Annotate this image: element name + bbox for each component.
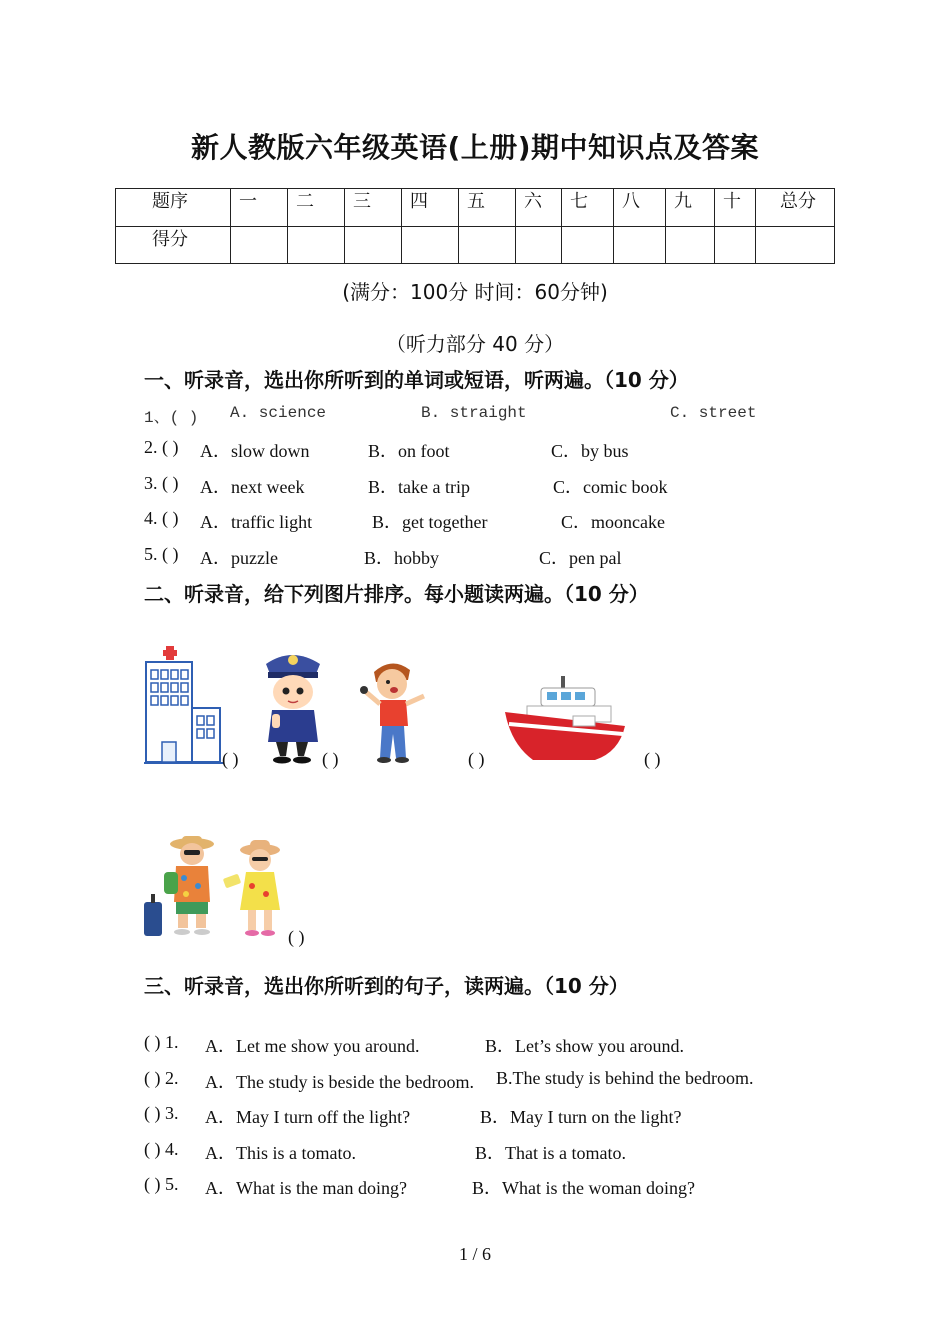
s3-q2-option-a: A．The study is beside the bedroom. [205, 1072, 474, 1092]
s1-q1-option-b: B. straight [421, 404, 527, 422]
page-number: 1 / 6 [458, 1244, 491, 1264]
s3-q5-option-a: A．What is the man doing? [205, 1178, 407, 1198]
s1-q1-option-a: A. science [230, 404, 327, 422]
s3-q3-option-b: B．May I turn on the light? [480, 1107, 682, 1127]
score-input-cell[interactable] [402, 226, 459, 264]
score-input-cell[interactable] [562, 226, 614, 264]
score-header-cell: 四 [402, 189, 459, 227]
score-header-cell: 八 [614, 189, 666, 227]
score-table [115, 188, 835, 264]
score-table-score-row [116, 226, 835, 264]
score-input-cell[interactable] [231, 226, 288, 264]
s2-blank-1[interactable]: ( ) [222, 749, 239, 769]
s2-blank-5[interactable]: ( ) [288, 927, 305, 947]
s3-q2-number: ( ) 2. [144, 1068, 179, 1088]
s1-q2-option-b: B．on foot [368, 441, 450, 461]
s3-q3-number: ( ) 3. [144, 1103, 179, 1123]
s1-q2-option-a: A．slow down [200, 441, 310, 461]
score-header-cell: 三 [345, 189, 402, 227]
score-table-header-row [116, 189, 835, 227]
s1-q5-option-a: A．puzzle [200, 548, 278, 568]
s3-q4-option-b: B．That is a tomato. [475, 1143, 626, 1163]
s3-q4-number: ( ) 4. [144, 1139, 179, 1159]
hospital-illustration [144, 646, 224, 764]
s2-blank-4[interactable]: ( ) [644, 749, 661, 769]
s3-q1-option-b: B．Let’s show you around. [485, 1036, 684, 1056]
section1-heading: 一、听录音，选出你所听到的单词或短语，听两遍。（10 分） [144, 368, 689, 392]
s1-q5-option-c: C．pen pal [539, 548, 622, 568]
s1-q2-number: 2. ( ) [144, 437, 179, 457]
s2-blank-3[interactable]: ( ) [468, 749, 485, 769]
score-input-cell[interactable] [756, 226, 835, 264]
s1-q4-number: 4. ( ) [144, 508, 179, 528]
travelers-illustration [142, 832, 292, 942]
s3-q4-option-a: A．This is a tomato. [205, 1143, 356, 1163]
score-input-cell[interactable] [666, 226, 715, 264]
score-header-cell: 总分 [756, 189, 835, 227]
s1-q5-option-b: B．hobby [364, 548, 440, 568]
listening-part-label: （听力部分 40 分） [385, 332, 565, 356]
score-header-cell: 二 [288, 189, 345, 227]
police-officer-illustration [258, 646, 326, 764]
score-header-cell: 六 [516, 189, 562, 227]
s1-q1-number: 1、( ) [144, 409, 199, 427]
s3-q5-option-b: B．What is the woman doing? [472, 1178, 695, 1198]
section2-heading: 二、听录音，给下列图片排序。每小题读两遍。（10 分） [144, 582, 649, 606]
s1-q4-option-a: A．traffic light [200, 512, 313, 532]
s2-blank-2[interactable]: ( ) [322, 749, 339, 769]
score-header-cell: 一 [231, 189, 288, 227]
section3-heading: 三、听录音，选出你所听到的句子，读两遍。（10 分） [144, 974, 629, 998]
score-header-cell: 七 [562, 189, 614, 227]
s1-q4-option-c: C．mooncake [561, 512, 665, 532]
s1-q3-option-b: B．take a trip [368, 477, 470, 497]
boat-illustration [503, 670, 631, 764]
s1-q1-option-c: C. street [670, 404, 757, 422]
score-header-cell: 题序 [116, 189, 231, 227]
singing-boy-illustration [358, 660, 432, 764]
score-input-cell[interactable] [459, 226, 516, 264]
s3-q1-option-a: A．Let me show you around. [205, 1036, 420, 1056]
s1-q2-option-c: C．by bus [551, 441, 629, 461]
score-input-cell[interactable] [614, 226, 666, 264]
s1-q5-number: 5. ( ) [144, 544, 179, 564]
s3-q2-option-b: B.The study is behind the bedroom. [496, 1068, 754, 1088]
score-input-cell[interactable] [715, 226, 756, 264]
s1-q4-option-b: B．get together [372, 512, 488, 532]
score-header-cell: 十 [715, 189, 756, 227]
s1-q3-number: 3. ( ) [144, 473, 179, 493]
score-header-cell: 五 [459, 189, 516, 227]
s3-q5-number: ( ) 5. [144, 1174, 179, 1194]
score-input-cell[interactable] [345, 226, 402, 264]
s3-q1-number: ( ) 1. [144, 1032, 179, 1052]
s1-q3-option-c: C．comic book [553, 477, 668, 497]
page-title: 新人教版六年级英语(上册)期中知识点及答案 [190, 131, 760, 164]
score-row-label: 得分 [116, 226, 231, 264]
score-input-cell[interactable] [288, 226, 345, 264]
s1-q3-option-a: A．next week [200, 477, 305, 497]
score-header-cell: 九 [666, 189, 715, 227]
score-input-cell[interactable] [516, 226, 562, 264]
exam-meta: (满分：100分 时间：60分钟) [342, 280, 608, 304]
s3-q3-option-a: A．May I turn off the light? [205, 1107, 411, 1127]
